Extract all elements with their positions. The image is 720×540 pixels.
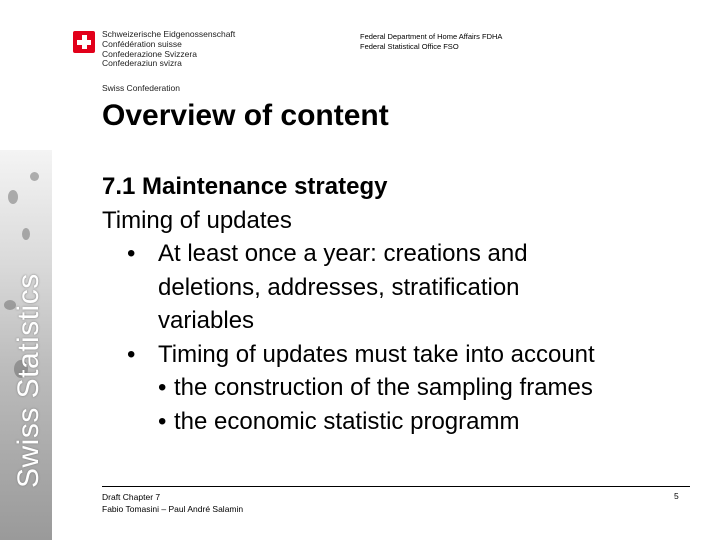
sub-bullet-item bbox=[102, 405, 595, 439]
section-heading: 7.1 Maintenance strategy bbox=[102, 173, 388, 200]
subheading: Timing of updates bbox=[102, 206, 292, 234]
slide-content bbox=[102, 170, 595, 438]
bullet-line: At least once a year: creations and bbox=[158, 240, 528, 267]
sidebar-label: Swiss Statistics bbox=[12, 273, 45, 488]
confederation-line: Confédération suisse bbox=[102, 38, 182, 49]
footer-divider bbox=[102, 486, 690, 487]
bullet-line: deletions, addresses, stratification bbox=[158, 273, 520, 301]
department-line: Federal Department of Home Affairs FDHA bbox=[360, 32, 503, 41]
department-line: Federal Statistical Office FSO bbox=[360, 42, 459, 51]
department-info bbox=[360, 32, 502, 52]
sub-bullet-icon: • bbox=[158, 407, 167, 435]
sub-bullet-text: the economic statistic programm bbox=[174, 407, 520, 435]
page-number: 5 bbox=[674, 491, 679, 501]
bullet-line: variables bbox=[158, 307, 255, 334]
confederation-line: Confederaziun svizra bbox=[102, 58, 182, 69]
confederation-line: Schweizerische Eidgenossenschaft bbox=[102, 29, 236, 39]
footer bbox=[102, 491, 243, 515]
slide-title: Overview of content bbox=[102, 99, 389, 132]
bullet-item bbox=[102, 237, 595, 338]
sub-bullet-item bbox=[102, 371, 595, 405]
bullet-icon: • bbox=[127, 340, 136, 368]
sub-bullet-icon: • bbox=[158, 374, 167, 401]
footer-line: Fabio Tomasini – Paul André Salamin bbox=[102, 504, 244, 514]
sub-bullet-text: the construction of the sampling frames bbox=[174, 374, 593, 401]
confederation-names bbox=[102, 30, 235, 69]
bullet-item bbox=[102, 338, 595, 372]
footer-line: Draft Chapter 7 bbox=[102, 492, 161, 502]
confederation-line: Confederazione Svizzera bbox=[102, 48, 197, 59]
confederation-subtitle: Swiss Confederation bbox=[102, 83, 180, 93]
bullet-line: Timing of updates must take into account bbox=[158, 340, 595, 368]
bullet-icon: • bbox=[127, 240, 136, 267]
swiss-flag-icon bbox=[73, 31, 95, 53]
